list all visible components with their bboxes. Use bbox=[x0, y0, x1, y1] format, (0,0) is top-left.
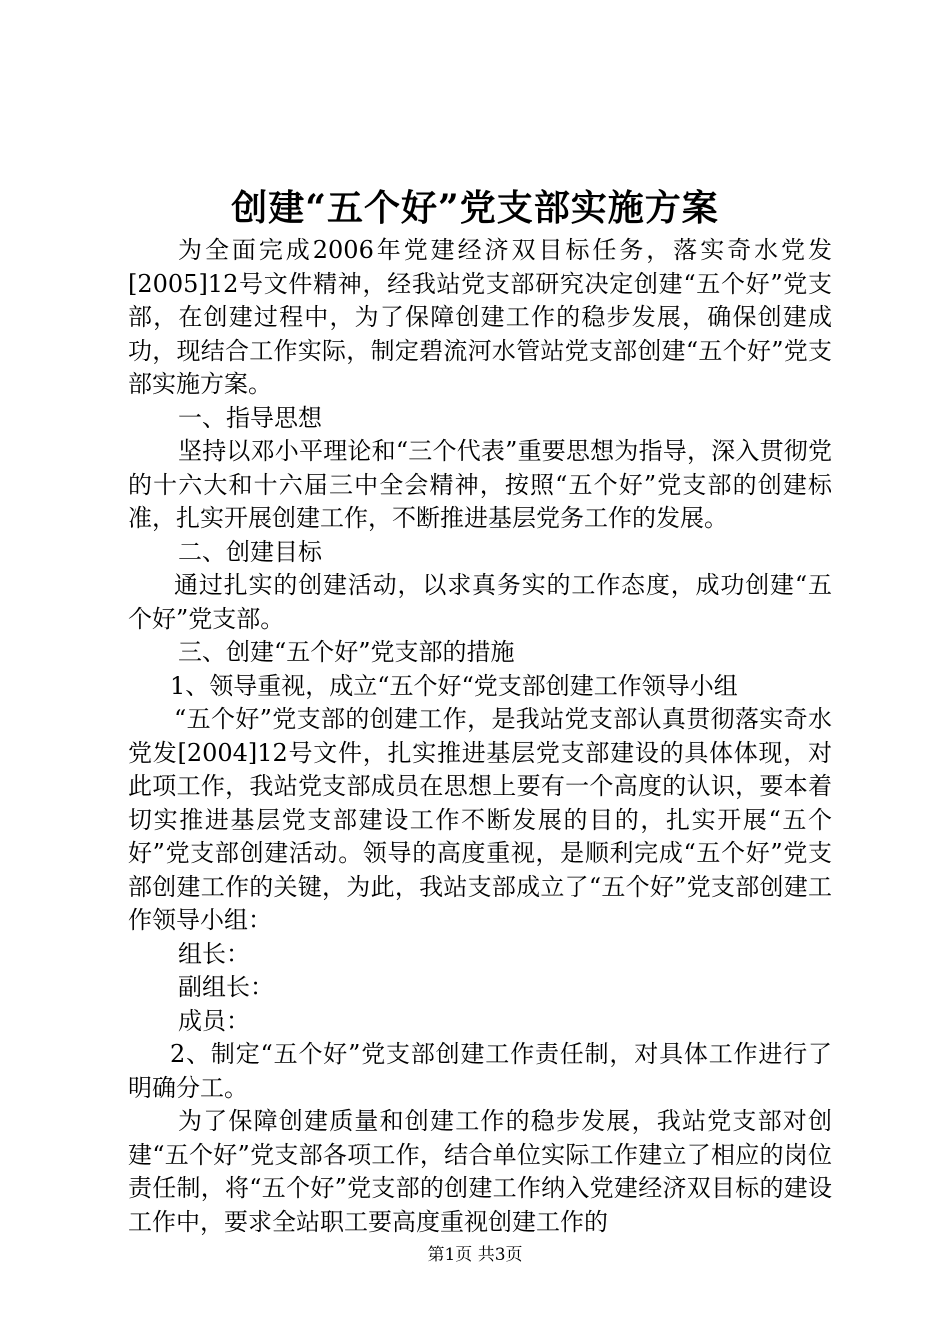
measure-2-paragraph: 为了保障创建质量和创建工作的稳步发展，我站党支部对创建“五个好”党支部各项工作，结合单位实际工作建立了相应的岗位责任制，将“五个好”党支部的创建工作纳入党建经济双目标的建设工作中，要求全站职工要高度重视创建工作的 bbox=[128, 1107, 832, 1236]
document-body bbox=[128, 234, 832, 1239]
intro-paragraph: 为全面完成2006年党建经济双目标任务，落实奇水党发[2005]12号文件精神，经我站党支部研究决定创建“五个好”党支部，在创建过程中，为了保障创建工作的稳步发展，确保创建成功，现结合工作实际，制定碧流河水管站党支部创建“五个好”党支部实施方案。 bbox=[128, 236, 832, 398]
section-heading-measures: 三、创建“五个好”党支部的措施 bbox=[178, 638, 515, 666]
measure-2-heading: 2、制定“五个好”党支部创建工作责任制，对具体工作进行了明确分工。 bbox=[128, 1040, 832, 1102]
section-heading-goal: 二、创建目标 bbox=[178, 537, 322, 566]
measure-1-heading: 1、领导重视，成立“五个好“党支部创建工作领导小组 bbox=[170, 671, 738, 700]
goal-paragraph: 通过扎实的创建活动，以求真务实的工作态度，成功创建“五个好”党支部。 bbox=[128, 571, 832, 633]
measure-1-paragraph: “五个好”党支部的创建工作，是我站党支部认真贯彻落实奇水党发[2004]12号文件，扎实推进基层党支部建设的具体体现，对此项工作，我站党支部成员在思想上要有一个高度的认识，要本着切实推进基层党支部建设工作不断发展的目的，扎实开展“五个好”党支部创建活动。领导的高度重视，是顺利完成“五个好”党支部创建工作的关键，为此，我站支部成立了“五个好”党支部创建工作领导小组： bbox=[128, 705, 832, 934]
leader-line: 组长： bbox=[178, 939, 250, 968]
document-title: 创建“五个好”党支部实施方案 bbox=[231, 187, 719, 229]
members-line: 成员： bbox=[178, 1006, 250, 1035]
page-number-footer: 第1页 共3页 bbox=[427, 1245, 523, 1265]
guiding-ideology-paragraph: 坚持以邓小平理论和“三个代表”重要思想为指导，深入贯彻党的十六大和十六届三中全会精神，按照“五个好”党支部的创建标准，扎实开展创建工作，不断推进基层党务工作的发展。 bbox=[128, 437, 832, 532]
section-heading-guiding-ideology: 一、指导思想 bbox=[178, 403, 322, 432]
deputy-leader-line: 副组长： bbox=[178, 973, 274, 1001]
